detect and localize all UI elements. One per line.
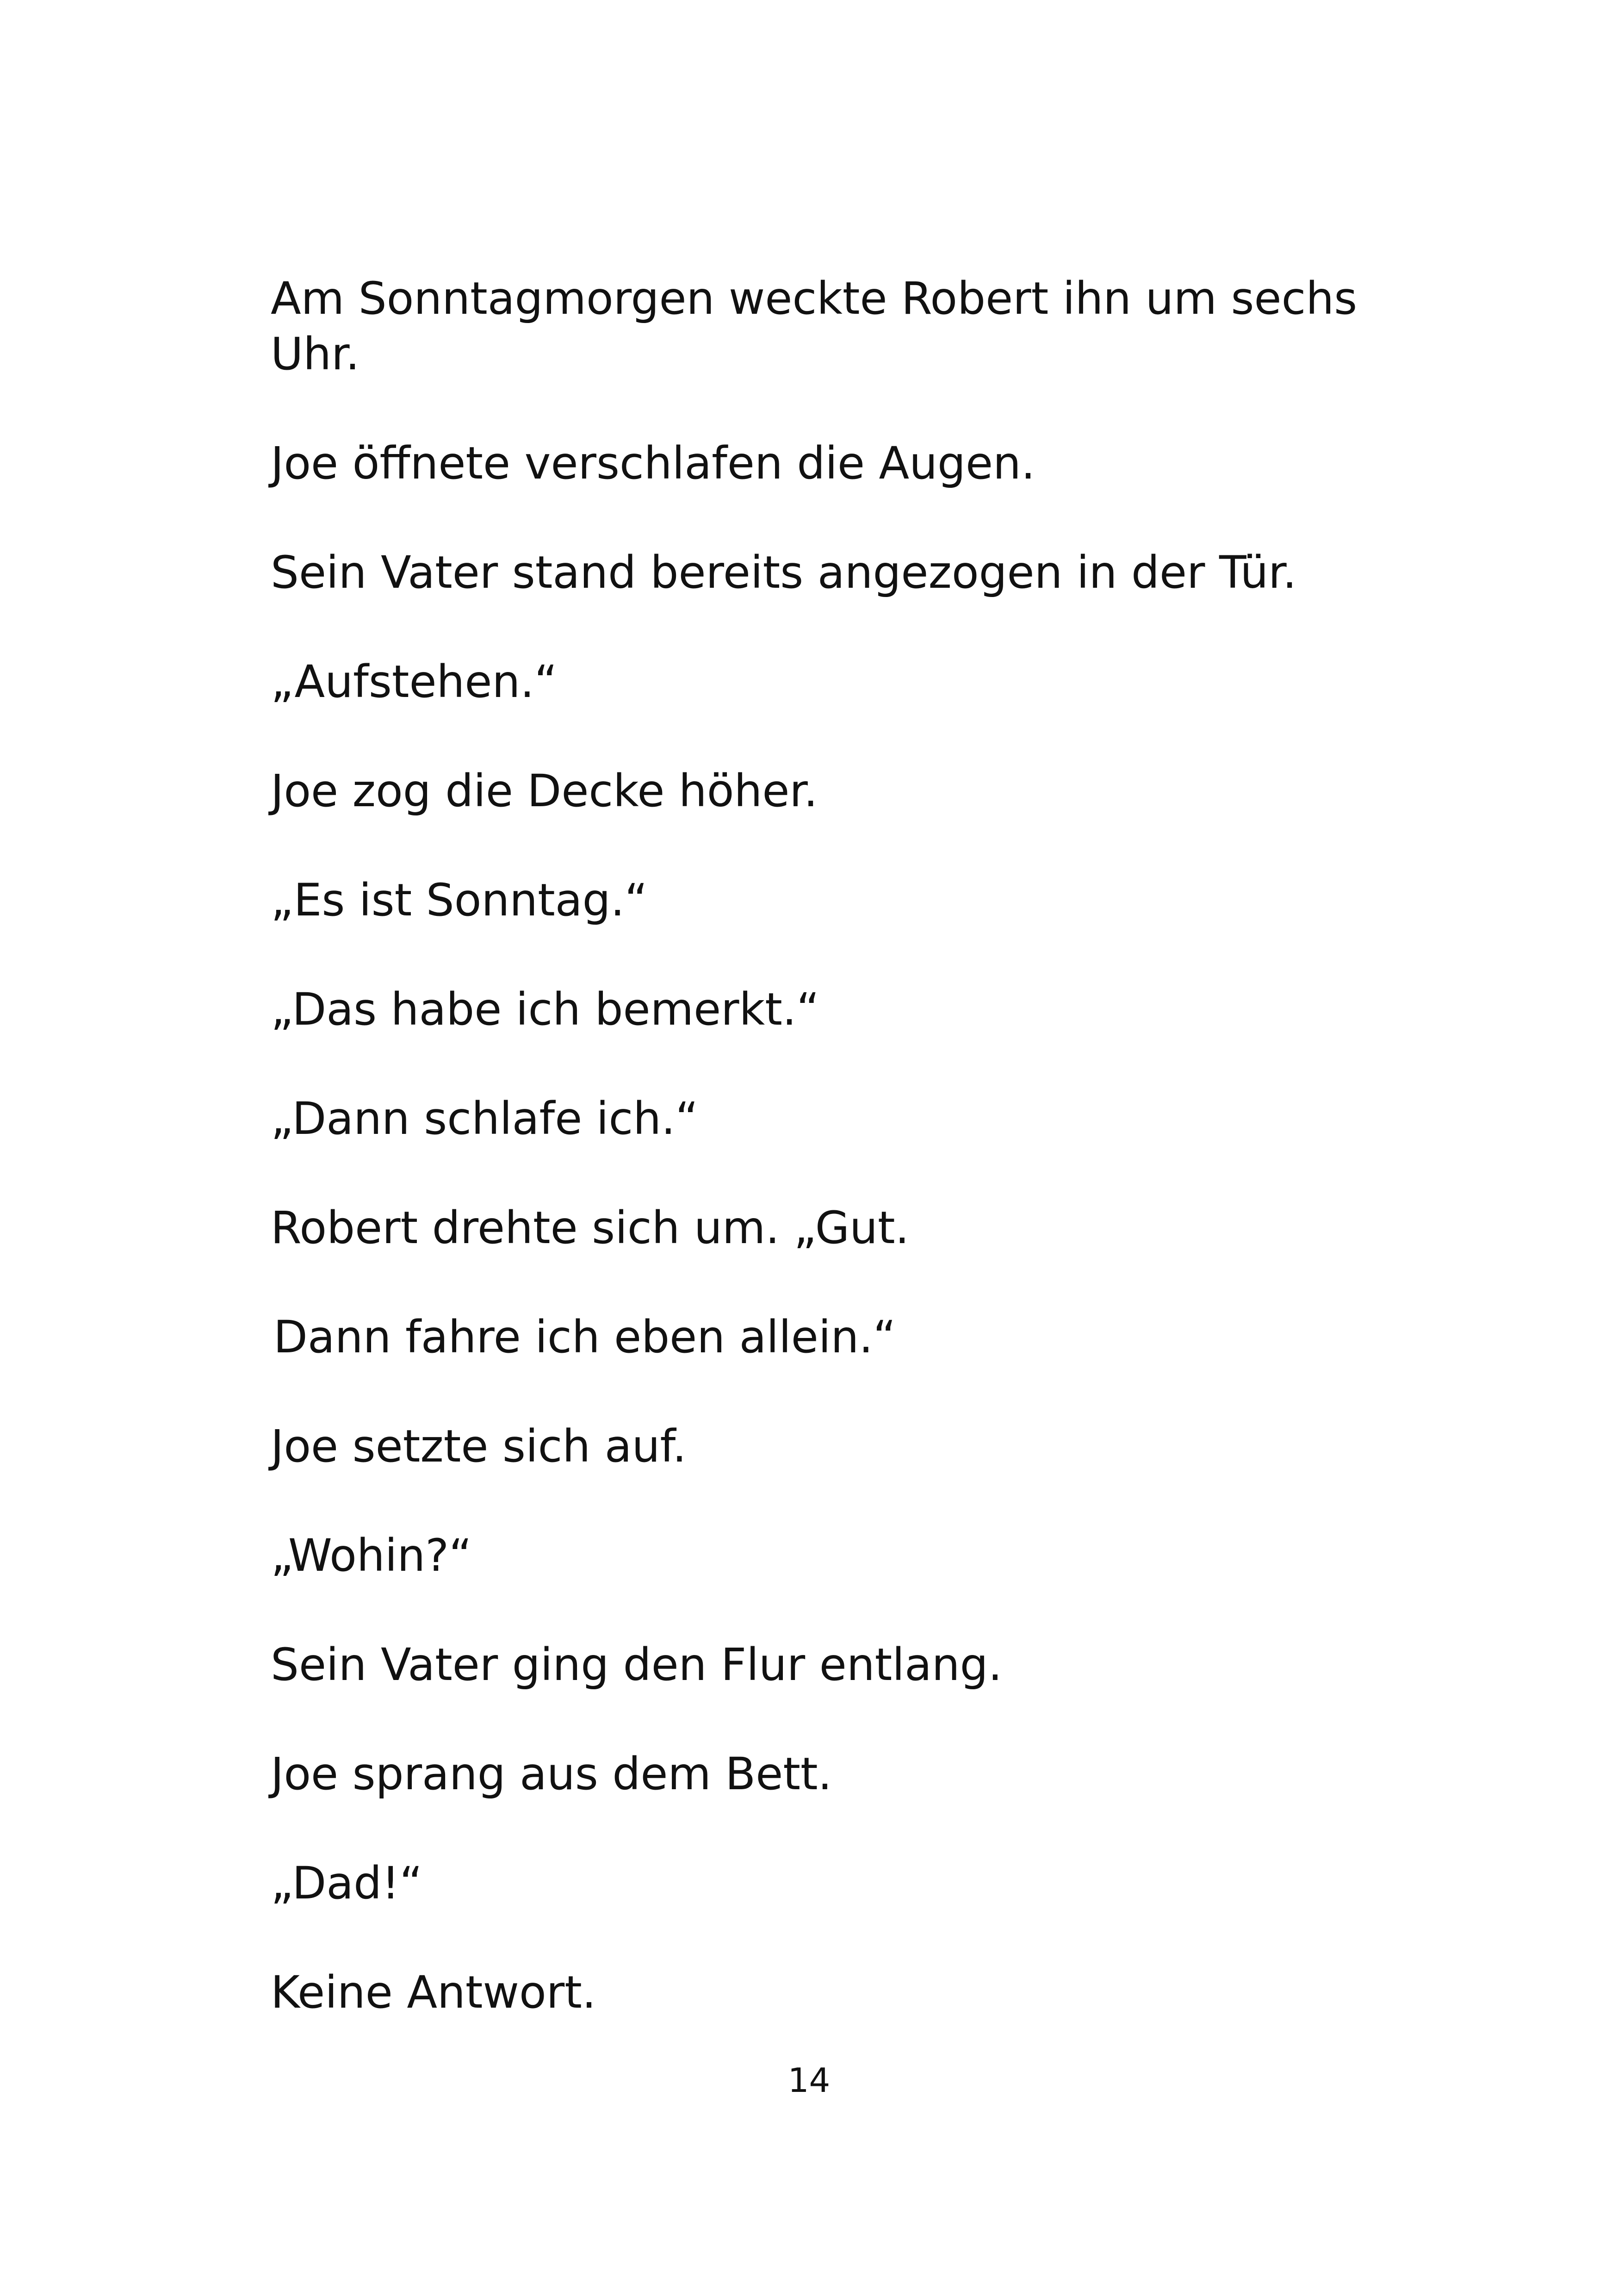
paragraph-5: Joe zog die Decke höher. bbox=[271, 765, 818, 817]
paragraph-13: Sein Vater ging den Flur entlang. bbox=[271, 1639, 1003, 1691]
paragraph-14: Joe sprang aus dem Bett. bbox=[271, 1748, 832, 1800]
paragraph-16: Keine Antwort. bbox=[271, 1966, 596, 2018]
paragraph-7: „Das habe ich bemerkt.“ bbox=[271, 983, 820, 1035]
body-text bbox=[271, 271, 1363, 2074]
paragraph-6: „Es ist Sonntag.“ bbox=[271, 874, 648, 926]
page-number: 14 bbox=[787, 2061, 831, 2100]
paragraph-10: Dann fahre ich eben allein.“ bbox=[273, 1311, 896, 1363]
paragraph-11: Joe setzte sich auf. bbox=[271, 1420, 687, 1472]
paragraph-12: „Wohin?“ bbox=[271, 1530, 472, 1581]
paragraph-1: Am Sonntagmorgen weckte Robert ihn um sechs Uhr. bbox=[271, 273, 1358, 380]
paragraph-2: Joe öffnete verschlafen die Augen. bbox=[271, 437, 1035, 489]
paragraph-3: Sein Vater stand bereits angezogen in der Tür. bbox=[271, 547, 1297, 598]
paragraph-8: „Dann schlafe ich.“ bbox=[271, 1093, 699, 1145]
paragraph-15: „Dad!“ bbox=[271, 1857, 423, 1909]
paragraph-4: „Aufstehen.“ bbox=[271, 656, 558, 708]
paragraph-9: Robert drehte sich um. „Gut. bbox=[271, 1202, 910, 1254]
